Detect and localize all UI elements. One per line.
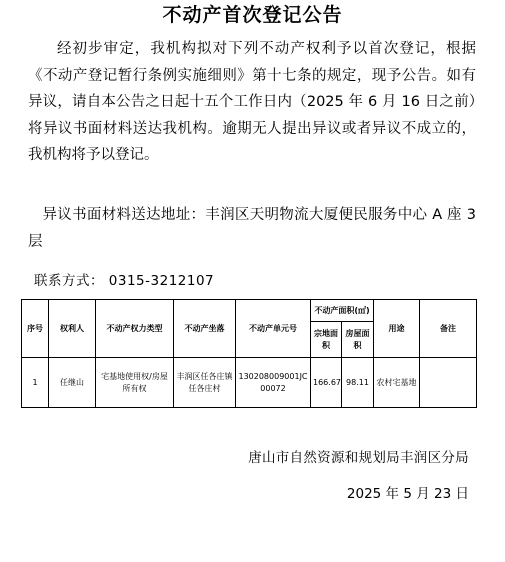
notice-paragraph-address: 异议书面材料送达地址：丰润区天明物流大厦便民服务中心 A 座 3 层: [28, 207, 476, 250]
cell-owner: 任继山: [49, 358, 96, 408]
header-unit-no: 不动产单元号: [236, 300, 311, 358]
header-usage: 用途: [374, 300, 420, 358]
header-right-type: 不动产权力类型: [96, 300, 174, 358]
cell-seq: 1: [22, 358, 49, 408]
cell-house-area: 98.11: [342, 358, 374, 408]
cell-right-type: 宅基地使用权/房屋所有权: [96, 358, 174, 408]
cell-unit-no: 130208009001JC00072: [236, 358, 311, 408]
cell-usage: 农村宅基地: [374, 358, 420, 408]
notice-title: 不动产首次登记公告: [162, 4, 343, 26]
header-land-area: 宗地面积: [311, 322, 342, 358]
notice-paragraph-main: 经初步审定，我机构拟对下列不动产权利予以首次登记，根据《不动产登记暂行条例实施细则》第十七条的规定，现予公告。如有异议，请自本公告之日起十五个工作日内（2025 年 6 月 16 日之前）将异议书面材料送达我机构。逾期无人提出异议或者异议不成立的，我机构将予以登记。: [28, 41, 476, 163]
cell-location: 丰润区任各庄镇任各庄村: [174, 358, 236, 408]
cell-remarks: [420, 358, 477, 408]
issuing-authority: 唐山市自然资源和规划局丰润区分局: [248, 450, 469, 466]
property-table: [21, 299, 477, 408]
header-location: 不动产坐落: [174, 300, 236, 358]
header-remarks: 备注: [420, 300, 477, 358]
issue-date: 2025 年 5 月 23 日: [346, 486, 469, 502]
table-row: [22, 358, 477, 408]
header-seq: 序号: [22, 300, 49, 358]
contact-info: 联系方式： 0315-3212107: [34, 273, 215, 289]
header-house-area: 房屋面积: [342, 322, 374, 358]
header-area-group: 不动产面积(㎡): [311, 300, 374, 322]
cell-land-area: 166.67: [311, 358, 342, 408]
header-owner: 权利人: [49, 300, 96, 358]
